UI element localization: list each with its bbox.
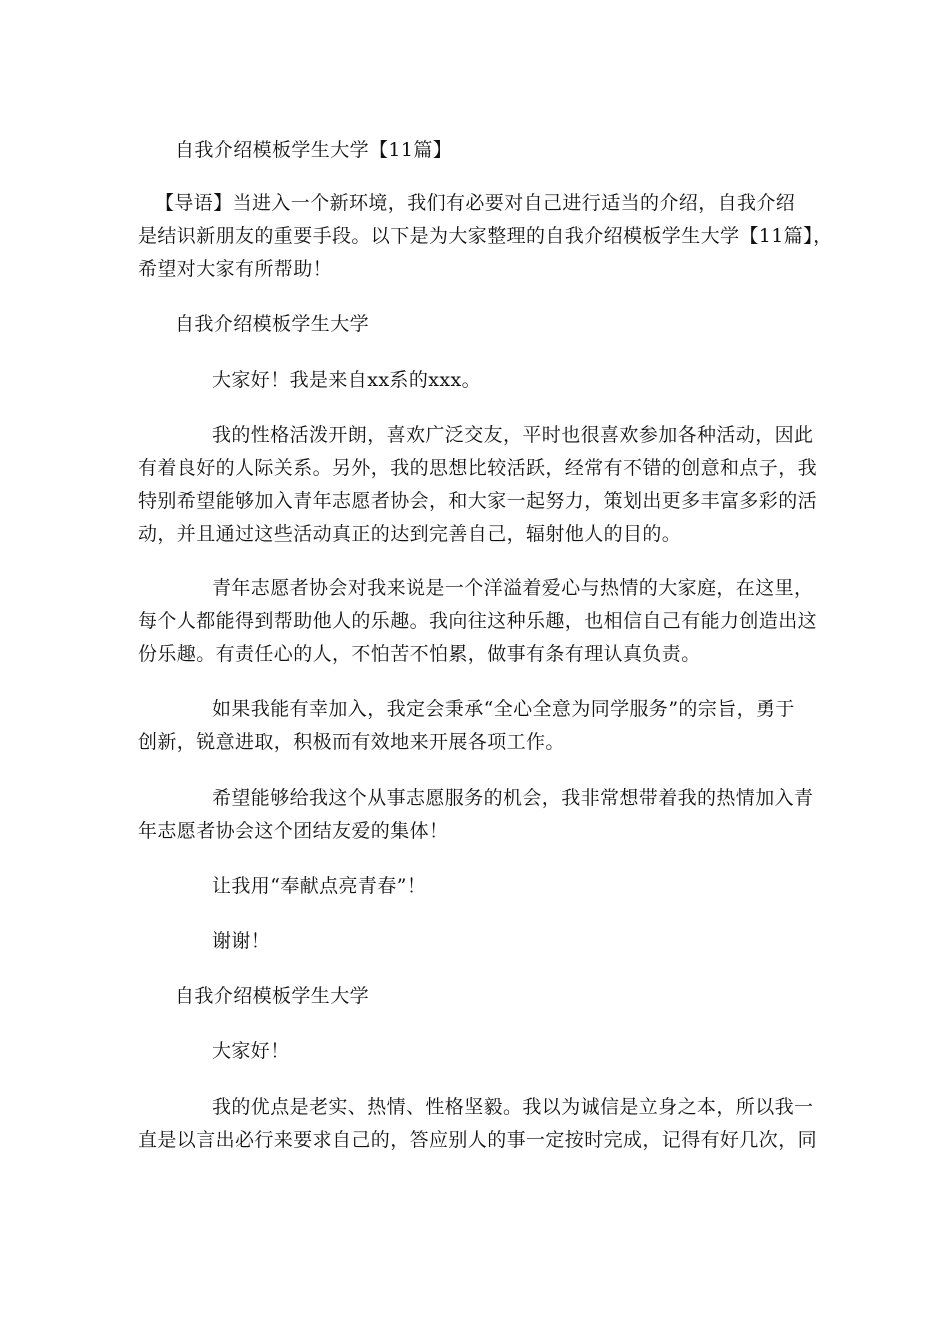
paragraph-line: 希望能够给我这个从事志愿服务的机会，我非常想带着我的热情加入青 [212, 787, 814, 809]
section-heading: 自我介绍模板学生大学 [175, 313, 370, 335]
paragraph-line: 每个人都能得到帮助他人的乐趣。我向往这种乐趣，也相信自己有能力创造出这 [138, 610, 818, 632]
paragraph-line: 份乐趣。有责任心的人，不怕苦不怕累，做事有条有理认真负责。 [138, 643, 701, 665]
intro-line: 【导语】当进入一个新环境，我们有必要对自己进行适当的介绍，自我介绍 [155, 192, 796, 214]
paragraph-line: 直是以言出必行来要求自己的，答应别人的事一定按时完成，记得有好几次，同 [138, 1129, 818, 1151]
closing-text: 谢谢！ [212, 930, 271, 952]
paragraph-line: 如果我能有幸加入，我定会秉承“全心全意为同学服务”的宗旨，勇于 [212, 698, 795, 720]
paragraph-line: 我的性格活泼开朗，喜欢广泛交友，平时也很喜欢参加各种活动，因此 [212, 424, 814, 446]
greeting-text: 大家好！我是来自xx系的xxx。 [212, 369, 481, 391]
paragraph-line: 有着良好的人际关系。另外，我的思想比较活跃，经常有不错的创意和点子，我 [138, 457, 818, 479]
paragraph-line: 特别希望能够加入青年志愿者协会，和大家一起努力，策划出更多丰富多彩的活 [138, 490, 818, 512]
greeting-text: 大家好！ [212, 1040, 290, 1062]
paragraph-line: 我的优点是老实、热情、性格坚毅。我以为诚信是立身之本，所以我一 [212, 1096, 814, 1118]
paragraph-line: 动，并且通过这些活动真正的达到完善自己，辐射他人的目的。 [138, 523, 682, 545]
intro-line: 是结识新朋友的重要手段。以下是为大家整理的自我介绍模板学生大学【11篇】， [138, 225, 833, 247]
paragraph-line: 让我用“奉献点亮青春”！ [212, 875, 427, 897]
intro-line: 希望对大家有所帮助！ [138, 258, 333, 280]
paragraph-line: 创新，锐意进取，积极而有效地来开展各项工作。 [138, 731, 565, 753]
paragraph-line: 年志愿者协会这个团结友爱的集体！ [138, 820, 449, 842]
section-heading: 自我介绍模板学生大学 [175, 985, 370, 1007]
document-title: 自我介绍模板学生大学【11篇】 [175, 139, 453, 161]
paragraph-line: 青年志愿者协会对我来说是一个洋溢着爱心与热情的大家庭，在这里， [212, 577, 814, 599]
